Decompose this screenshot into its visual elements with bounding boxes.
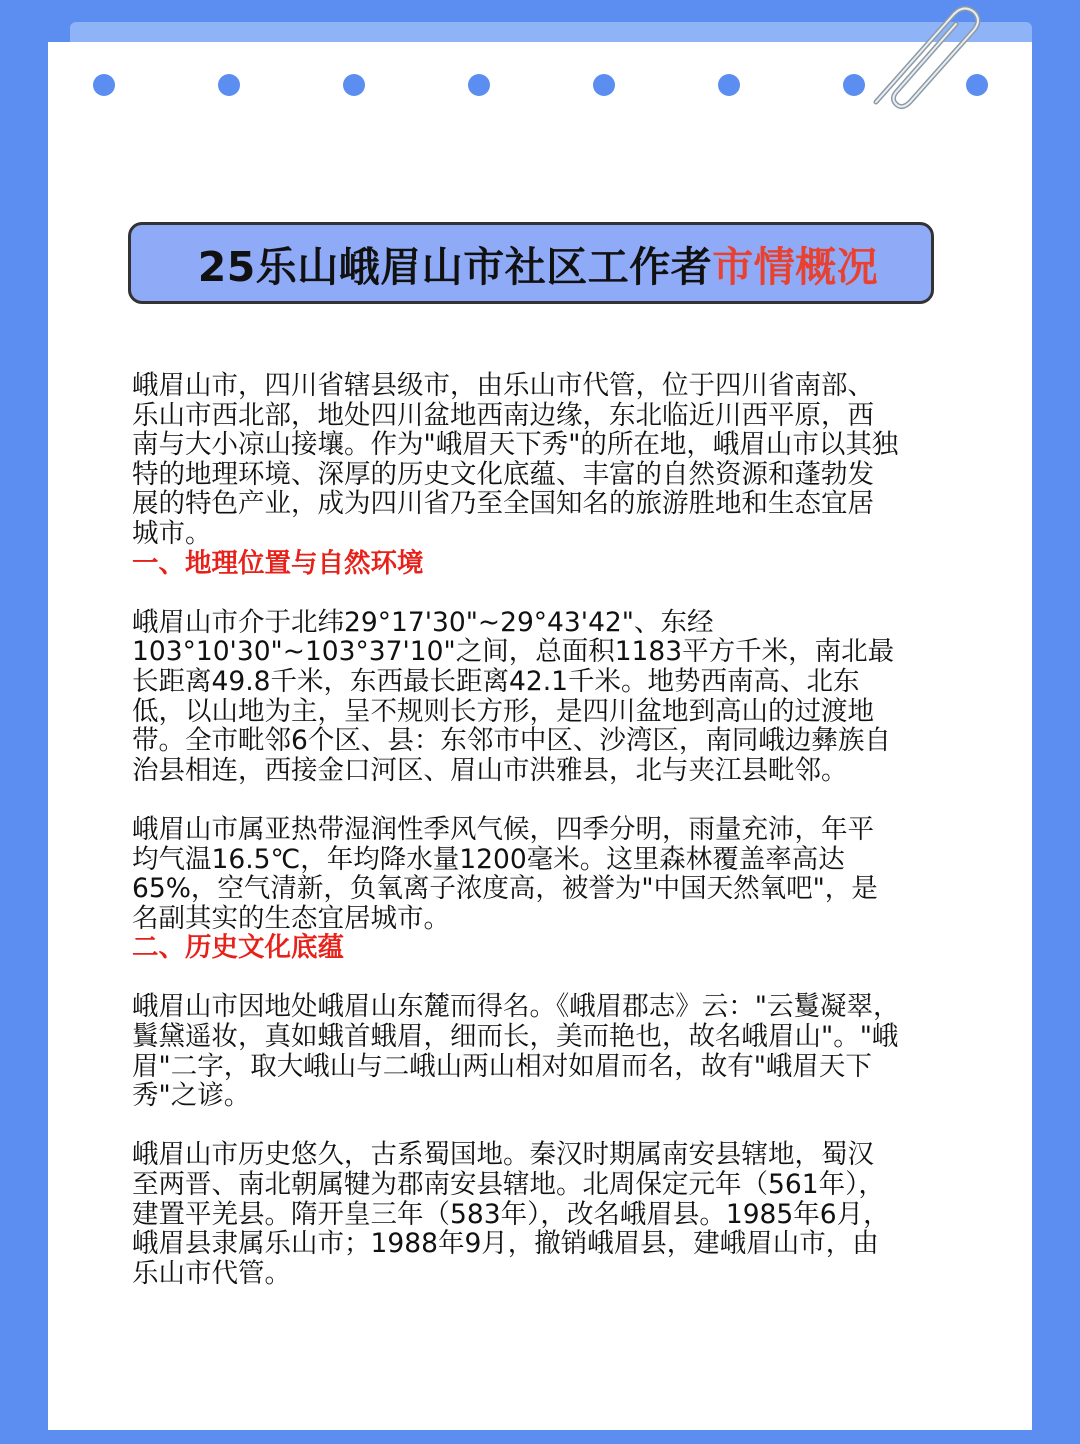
paperclip-icon bbox=[858, 2, 988, 114]
binder-hole-icon bbox=[218, 74, 240, 96]
intro-paragraph: 峨眉山市，四川省辖县级市，由乐山市代管，位于四川省南部、乐山市西北部，地处四川盆地西南边缘，东北临近川西平原，西南与大小凉山接壤。作为"峨眉天下秀"的所在地，峨眉山市以其独特的地理环境、深厚的历史文化底蕴、丰富的自然资源和蓬勃发展的特色产业，成为四川省乃至全国知名的旅游胜地和生态宜居城市。 bbox=[132, 370, 899, 549]
binder-hole-icon bbox=[93, 74, 115, 96]
section-heading-geography: 一、地理位置与自然环境 bbox=[132, 547, 424, 579]
binder-hole-icon bbox=[593, 74, 615, 96]
article-body bbox=[132, 371, 900, 1288]
binder-hole-icon bbox=[718, 74, 740, 96]
page-title-highlight: 市情概况 bbox=[712, 242, 879, 291]
section-heading-history: 二、历史文化底蕴 bbox=[132, 932, 344, 964]
title-banner bbox=[128, 222, 934, 304]
binder-hole-icon bbox=[343, 74, 365, 96]
history-paragraph-timeline: 峨眉山市历史悠久，古系蜀国地。秦汉时期属南安县辖地，蜀汉至两晋、南北朝属犍为郡南安县辖地。北周保定元年（561年），建置平羌县。隋开皇三年（583年），改名峨眉县。1985年6月，峨眉县隶属乐山市；1988年9月，撤销峨眉县，建峨眉山市，由乐山市代管。 bbox=[132, 1139, 890, 1289]
climate-paragraph: 峨眉山市属亚热带湿润性季风气候，四季分明，雨量充沛，年平均气温16.5℃，年均降水量1200毫米。这里森林覆盖率高达65%，空气清新，负氧离子浓度高，被誉为"中国天然氧吧"，是名副其实的生态宜居城市。 bbox=[132, 813, 878, 934]
history-paragraph-name: 峨眉山市因地处峨眉山东麓而得名。《峨眉郡志》云："云鬘凝翠，鬒黛遥妆，真如蛾首蛾眉，细而长，美而艳也，故名峨眉山"。"峨眉"二字，取大峨山与二峨山两山相对如眉而名，故有"峨眉天下秀"之谚。 bbox=[132, 991, 900, 1112]
binder-hole-icon bbox=[468, 74, 490, 96]
page-title: 25乐山峨眉山市社区工作者 bbox=[197, 242, 713, 291]
geography-paragraph: 峨眉山市介于北纬29°17'30"~29°43'42"、东经103°10'30"~103°37'10"之间，总面积1183平方千米，南北最长距离49.8千米，东西最长距离42.1千米。地势西南高、北东低，以山地为主，呈不规则长方形，是四川盆地到高山的过渡地带。全市毗邻6个区、县：东邻市中区、沙湾区，南同峨边彝族自治县相连，西接金口河区、眉山市洪雅县，北与夹江县毗邻。 bbox=[132, 606, 895, 786]
